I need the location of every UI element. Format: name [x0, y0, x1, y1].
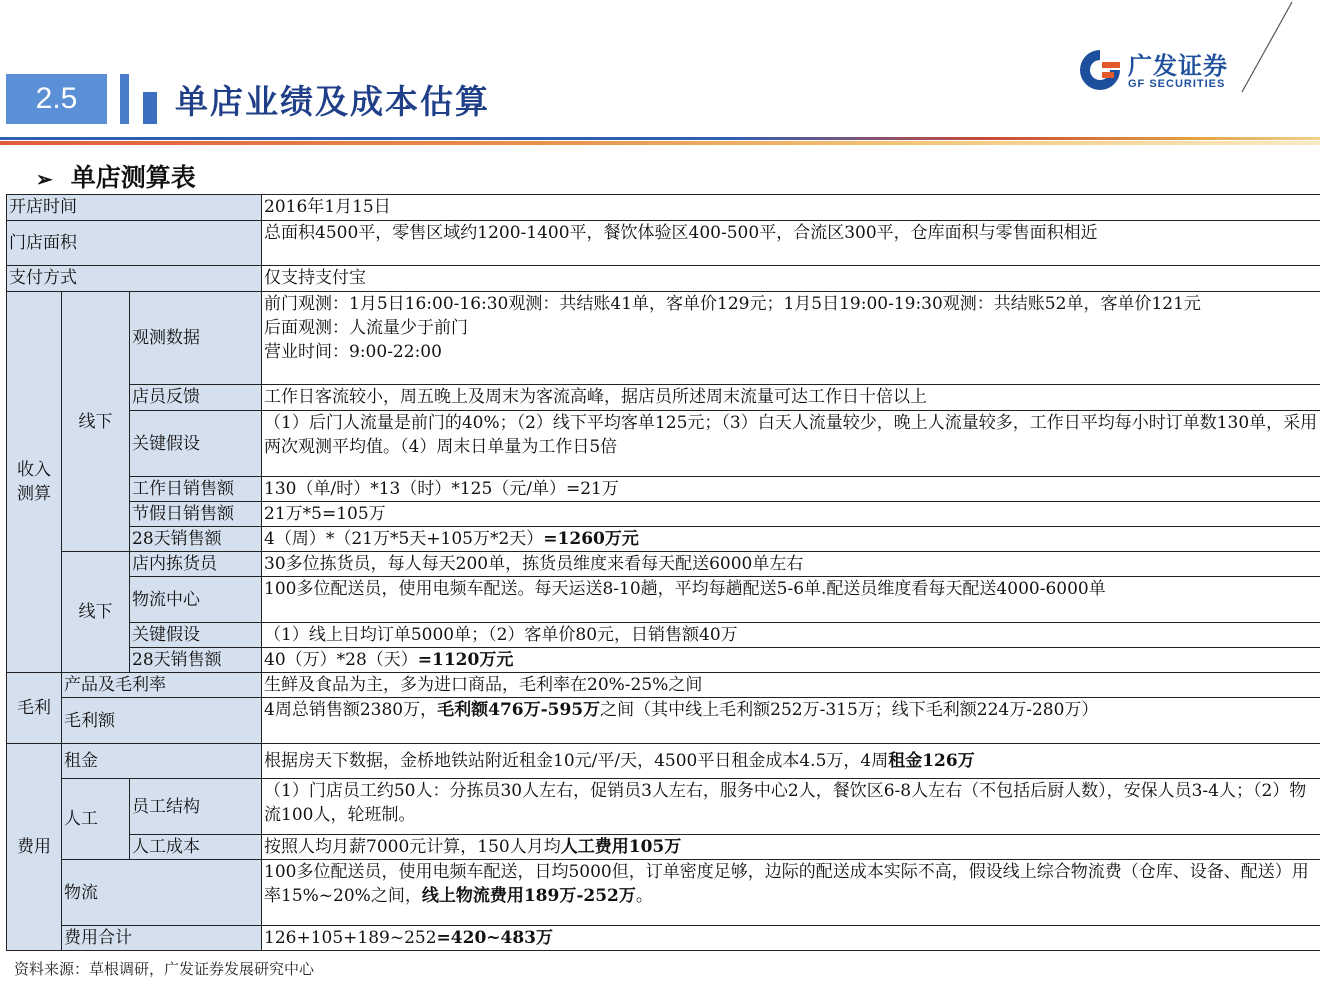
- group-label-line: 收入: [17, 460, 51, 480]
- table-row: [7, 292, 1320, 385]
- table-row: [7, 385, 1320, 411]
- table-row: [7, 221, 1320, 266]
- observation-line: 营业时间：9:00-22:00: [264, 342, 442, 362]
- row-value: [262, 527, 1320, 552]
- observation-line: 后面观测：人流量少于前门: [264, 318, 469, 338]
- value-text: 按照人均月薪7000元计算，150人月均: [264, 837, 561, 857]
- value-text: 之间（其中线上毛利额252万-315万；线下毛利额224万-280万）: [600, 700, 1099, 720]
- group-label-gross: 毛利: [7, 673, 62, 744]
- row-label: 关键假设: [130, 411, 262, 477]
- table-row: [7, 623, 1320, 648]
- row-value: [262, 860, 1320, 926]
- row-label: 物流中心: [130, 577, 262, 623]
- subgroup-label-online: 线下: [62, 552, 130, 673]
- header-accent-bar: [120, 74, 129, 124]
- value-text: 。: [635, 886, 653, 906]
- value-highlight: =420~483万: [436, 928, 554, 948]
- table-row: [7, 779, 1320, 835]
- company-logo: [1076, 46, 1286, 96]
- logo-chinese-name: 广发证券: [1128, 52, 1228, 80]
- row-label: 观测数据: [130, 292, 262, 385]
- table-row: [7, 527, 1320, 552]
- table-row: [7, 195, 1320, 221]
- row-label: 工作日销售额: [130, 477, 262, 502]
- row-value: 仅支持支付宝: [262, 266, 1320, 292]
- value-text: 4周总销售额2380万，: [264, 700, 438, 720]
- row-value: [262, 926, 1320, 951]
- table-subtitle: [36, 158, 196, 194]
- row-label: 物流: [62, 860, 262, 926]
- row-label: 开店时间: [7, 195, 262, 221]
- subtitle-text: 单店测算表: [70, 163, 196, 192]
- gf-logo-icon: [1076, 46, 1124, 94]
- row-value: 130（单/时）*13（时）*125（元/单）=21万: [262, 477, 1320, 502]
- row-label: 人工成本: [130, 835, 262, 860]
- header-accent-bar-short: [143, 92, 157, 124]
- observation-line: 前门观测：1月5日16:00-16:30观测：共结账41单，客单价129元；1月5日19:00-19:30观测：共结账52单，客单价121元: [264, 294, 1201, 314]
- row-value: 21万*5=105万: [262, 502, 1320, 527]
- value-highlight: 人工费用105万: [560, 837, 682, 857]
- group-label-cost: 费用: [7, 744, 62, 951]
- table-row: [7, 860, 1320, 926]
- group-label-revenue: [7, 292, 62, 673]
- value-highlight: 线上物流费用189万-252万: [421, 886, 636, 906]
- row-label: 28天销售额: [130, 527, 262, 552]
- table-row: [7, 744, 1320, 779]
- value-highlight: 租金126万: [888, 751, 975, 771]
- table-row: [7, 502, 1320, 527]
- table-row: [7, 648, 1320, 673]
- row-value: 2016年1月15日: [262, 195, 1320, 221]
- row-label: 产品及毛利率: [62, 673, 262, 698]
- table-row: [7, 577, 1320, 623]
- table-row: [7, 698, 1320, 744]
- row-value: [262, 292, 1320, 385]
- row-label: 租金: [62, 744, 262, 779]
- table-row: [7, 835, 1320, 860]
- row-value: 工作日客流较小，周五晚上及周末为客流高峰，据店员所述周末流量可达工作日十倍以上: [262, 385, 1320, 411]
- value-text: 4（周）*（21万*5天+105万*2天）: [264, 529, 544, 549]
- row-label: 门店面积: [7, 221, 262, 266]
- row-value: （1）后门人流量是前门的40%；（2）线下平均客单125元；（3）白天人流量较少，晚上人流量较多，工作日平均每小时订单数130单，采用两次观测平均值。（4）周末日单量为工作日5倍: [262, 411, 1320, 477]
- row-label: 费用合计: [62, 926, 262, 951]
- value-highlight: =1260万元: [543, 529, 639, 549]
- value-highlight: 毛利额476万-595万: [437, 700, 601, 720]
- row-value: 30多位拣货员，每人每天200单，拣货员维度来看每天配送6000单左右: [262, 552, 1320, 577]
- row-value: （1）线上日均订单5000单；（2）客单价80元，日销售额40万: [262, 623, 1320, 648]
- row-label: 节假日销售额: [130, 502, 262, 527]
- header-stripe: [0, 137, 1320, 140]
- row-value: [262, 648, 1320, 673]
- row-value: 总面积4500平，零售区域约1200-1400平，餐饮体验区400-500平，合流区300平，仓库面积与零售面积相近: [262, 221, 1320, 266]
- table-row: [7, 411, 1320, 477]
- subgroup-label-labor: 人工: [62, 779, 130, 860]
- row-value: [262, 698, 1320, 744]
- value-text: 根据房天下数据，金桥地铁站附近租金10元/平/天，4500平日租金成本4.5万，4周: [264, 751, 889, 771]
- table-row: [7, 673, 1320, 698]
- row-label: 关键假设: [130, 623, 262, 648]
- row-value: [262, 744, 1320, 779]
- store-estimate-table: [6, 194, 1320, 951]
- table-row: [7, 477, 1320, 502]
- row-label: 28天销售额: [130, 648, 262, 673]
- row-label: 毛利额: [62, 698, 262, 744]
- value-highlight: =1120万元: [417, 650, 514, 670]
- value-text: 126+105+189~252: [264, 928, 437, 948]
- row-value: 生鲜及食品为主，多为进口商品，毛利率在20%-25%之间: [262, 673, 1320, 698]
- row-label: 支付方式: [7, 266, 262, 292]
- table-row: [7, 552, 1320, 577]
- table-row: [7, 926, 1320, 951]
- subgroup-label-offline: 线下: [62, 292, 130, 552]
- row-label: 店员反馈: [130, 385, 262, 411]
- arrow-bullet-icon: ➢: [36, 167, 53, 191]
- header-stripe-accent: [0, 141, 1320, 145]
- logo-english-name: GF SECURITIES: [1128, 78, 1226, 90]
- value-text: 40（万）*28（天）: [264, 650, 418, 670]
- row-label: 店内拣货员: [130, 552, 262, 577]
- group-label-line: 测算: [17, 484, 51, 504]
- row-value: 100多位配送员，使用电频车配送。每天运送8-10趟，平均每趟配送5-6单.配送员维度看每天配送4000-6000单: [262, 577, 1320, 623]
- value-text: 100多位配送员，使用电频车配送，日均5000但，订单密度足够，边际的配送成本实际不高，假设线上综合物流费（仓库、设备、配送）用率15%~20%之间，: [264, 862, 1309, 906]
- table-row: [7, 266, 1320, 292]
- section-number: 2.5: [6, 74, 107, 124]
- row-value: [262, 835, 1320, 860]
- row-label: 员工结构: [130, 779, 262, 835]
- page-title: 单店业绩及成本估算: [175, 82, 490, 121]
- source-note: 资料来源：草根调研，广发证券发展研究中心: [14, 960, 315, 978]
- row-value: （1）门店员工约50人：分拣员30人左右，促销员3人左右，服务中心2人，餐饮区6-8人左右（不包括后厨人数），安保人员3-4人；（2）物流100人，轮班制。: [262, 779, 1320, 835]
